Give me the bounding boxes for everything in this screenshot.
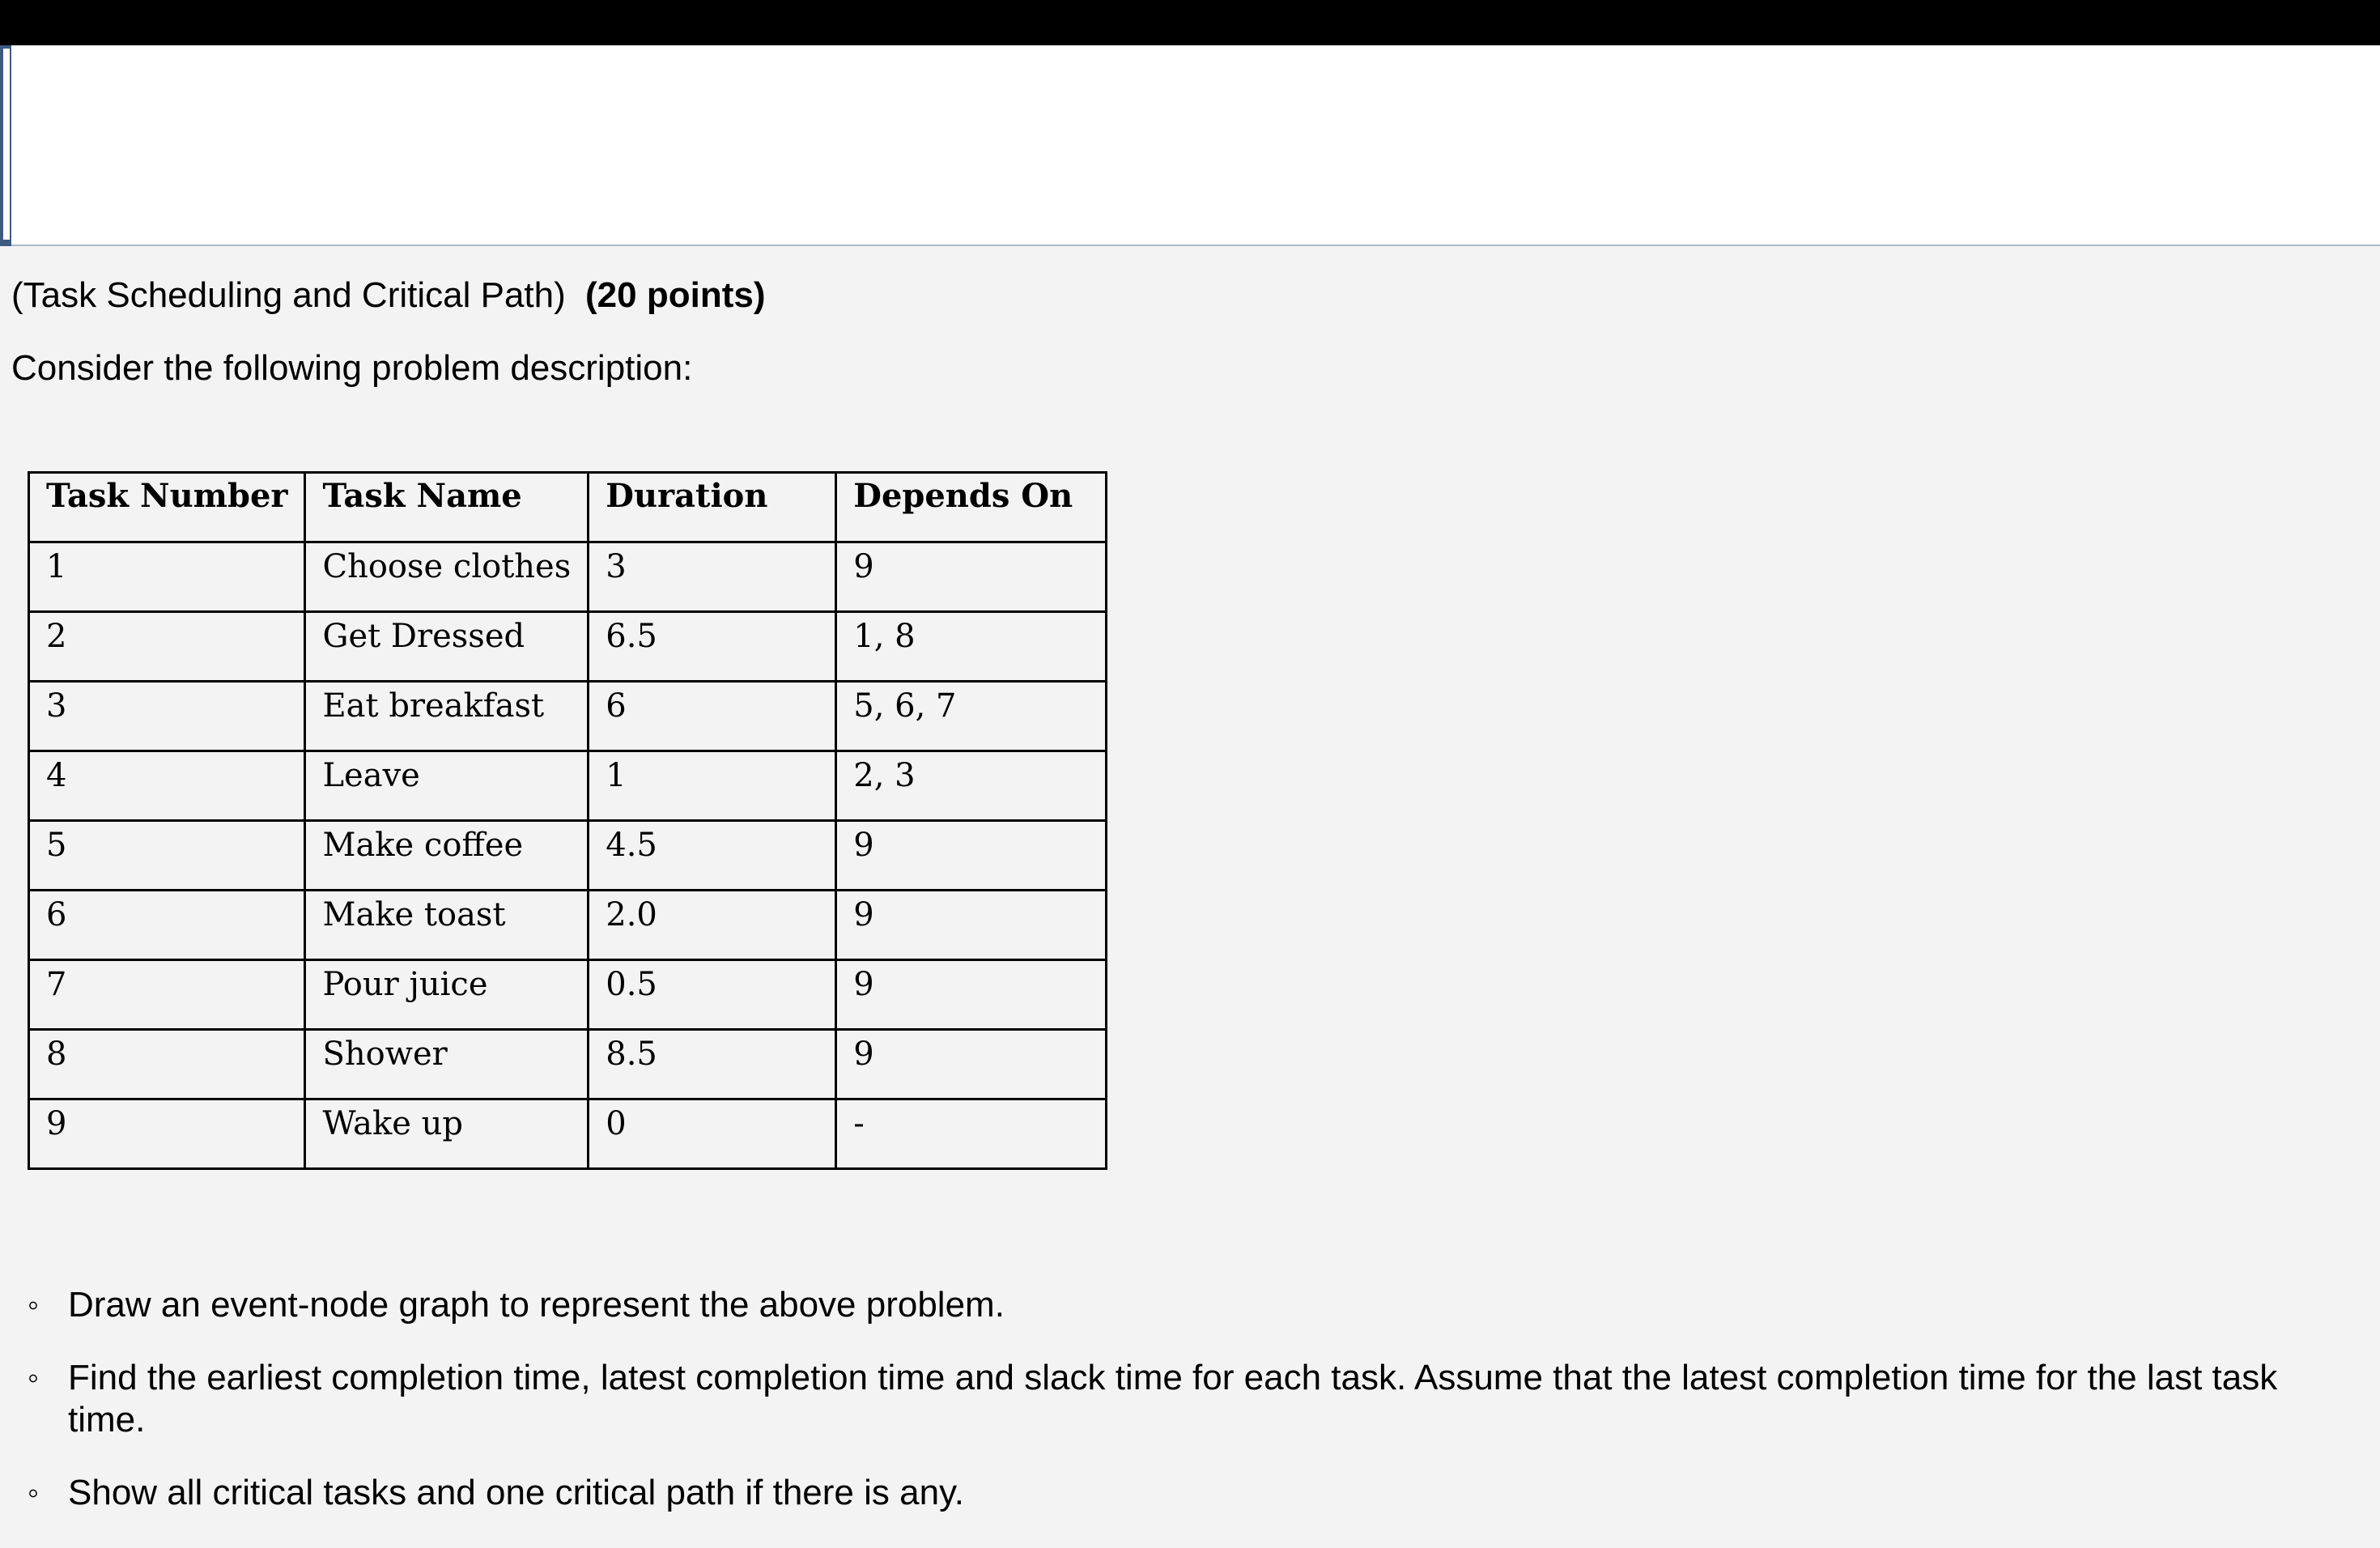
cell-duration: 4.5 xyxy=(589,821,836,891)
cell-task-number: 8 xyxy=(29,1030,305,1099)
bullet-icon: ◦ xyxy=(28,1475,40,1511)
cell-duration: 0.5 xyxy=(589,960,836,1030)
list-item xyxy=(28,1357,2278,1441)
cell-duration: 0 xyxy=(589,1099,836,1169)
cell-task-number: 4 xyxy=(29,751,305,821)
header-depends-on: Depends On xyxy=(836,473,1107,542)
cell-task-number: 2 xyxy=(29,612,305,682)
table-row xyxy=(29,891,1107,960)
cell-depends-on: 1, 8 xyxy=(836,612,1107,682)
cell-task-number: 6 xyxy=(29,891,305,960)
cell-task-name: Pour juice xyxy=(305,960,589,1030)
table-row xyxy=(29,1099,1107,1169)
cell-depends-on: 9 xyxy=(836,891,1107,960)
task-table xyxy=(28,471,1107,1170)
cell-duration: 1 xyxy=(589,751,836,821)
table-row xyxy=(29,821,1107,891)
table-row xyxy=(29,542,1107,612)
list-item xyxy=(28,1472,2277,1514)
cell-task-name: Leave xyxy=(305,751,589,821)
bullet-icon: ◦ xyxy=(28,1287,40,1323)
cell-task-name: Choose clothes xyxy=(305,542,589,612)
question-title xyxy=(11,275,765,316)
header-task-number: Task Number xyxy=(29,473,305,542)
table-row xyxy=(29,682,1107,751)
list-item xyxy=(28,1284,2277,1326)
cell-depends-on: 9 xyxy=(836,821,1107,891)
cell-depends-on: 2, 3 xyxy=(836,751,1107,821)
question-points: (20 points) xyxy=(585,275,766,315)
table-row xyxy=(29,960,1107,1030)
header-task-name: Task Name xyxy=(305,473,589,542)
cell-task-number: 3 xyxy=(29,682,305,751)
table-row xyxy=(29,612,1107,682)
cell-task-number: 7 xyxy=(29,960,305,1030)
header-duration: Duration xyxy=(589,473,836,542)
question-intro: Consider the following problem description: xyxy=(11,348,693,388)
cell-duration: 6.5 xyxy=(589,612,836,682)
cell-task-name: Shower xyxy=(305,1030,589,1099)
instruction-text-continued: time. xyxy=(68,1400,146,1440)
instruction-text: Find the earliest completion time, latest completion time and slack time for each task. Assume that the latest completion time for the last task xyxy=(68,1358,2278,1397)
cell-task-name: Wake up xyxy=(305,1099,589,1169)
bullet-icon: ◦ xyxy=(28,1360,40,1396)
table-row xyxy=(29,1030,1107,1099)
cell-task-number: 5 xyxy=(29,821,305,891)
instruction-list xyxy=(28,1284,2278,1545)
table-row xyxy=(29,751,1107,821)
table-header-row xyxy=(29,473,1107,542)
cell-depends-on: 9 xyxy=(836,1030,1107,1099)
cell-task-name: Make toast xyxy=(305,891,589,960)
cell-depends-on: 9 xyxy=(836,542,1107,612)
cell-duration: 2.0 xyxy=(589,891,836,960)
cell-depends-on: - xyxy=(836,1099,1107,1169)
cell-duration: 6 xyxy=(589,682,836,751)
cell-task-name: Eat breakfast xyxy=(305,682,589,751)
cell-task-number: 1 xyxy=(29,542,305,612)
cell-depends-on: 9 xyxy=(836,960,1107,1030)
cell-task-name: Get Dressed xyxy=(305,612,589,682)
cell-task-name: Make coffee xyxy=(305,821,589,891)
panel-left-accent-inner xyxy=(3,49,10,240)
instruction-text: Draw an event-node graph to represent the above problem. xyxy=(68,1285,1005,1325)
header-panel xyxy=(0,45,2380,246)
top-black-bar xyxy=(0,0,2380,45)
question-title-text: (Task Scheduling and Critical Path) xyxy=(11,275,566,315)
cell-duration: 8.5 xyxy=(589,1030,836,1099)
cell-duration: 3 xyxy=(589,542,836,612)
cell-task-number: 9 xyxy=(29,1099,305,1169)
cell-depends-on: 5, 6, 7 xyxy=(836,682,1107,751)
instruction-text: Show all critical tasks and one critical path if there is any. xyxy=(68,1473,965,1512)
